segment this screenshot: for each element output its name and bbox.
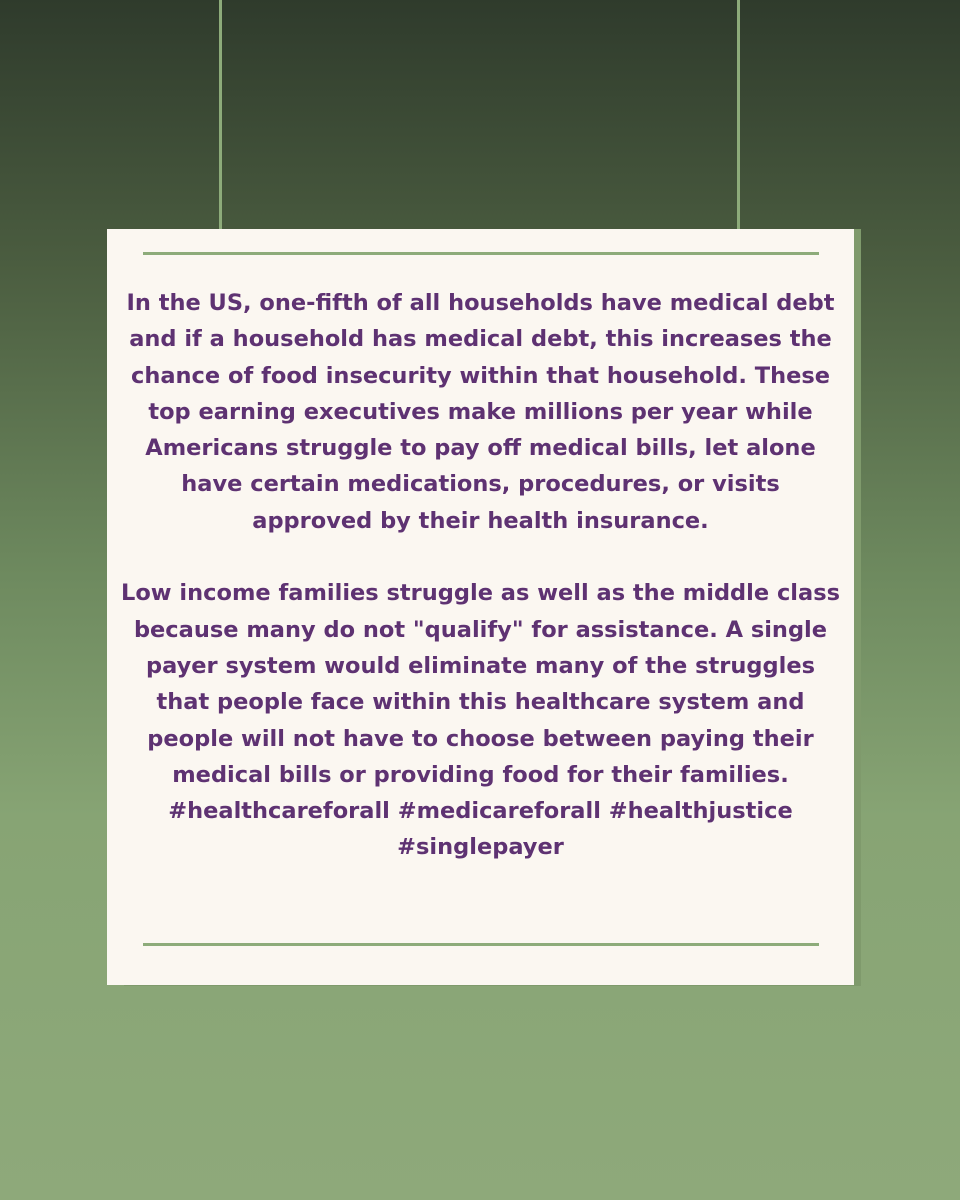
hanging-sign-card [107,229,854,985]
bottom-divider [143,943,819,946]
card-text-block [107,285,854,866]
right-hanging-string [737,0,740,253]
left-hanging-string [219,0,222,253]
top-divider [143,252,819,255]
paragraph-single-payer: Low income families struggle as well as the middle class because many do not "qualify" for assistance. A single payer system would eliminate many of the struggles that people face within this healthcare system and people will not have to choose between paying their medical bills or providing food for their families. #healthcareforall #medicareforall #healthjustice #singlepayer [121,580,840,861]
paragraph-medical-debt: In the US, one-fifth of all households have medical debt and if a household has medical debt, this increases the chance of food insecurity within that household. These top earning executives make millions per year while Americans struggle to pay off medical bills, let alone have certain medications, procedures, or visits approved by their health insurance. [126,290,835,534]
